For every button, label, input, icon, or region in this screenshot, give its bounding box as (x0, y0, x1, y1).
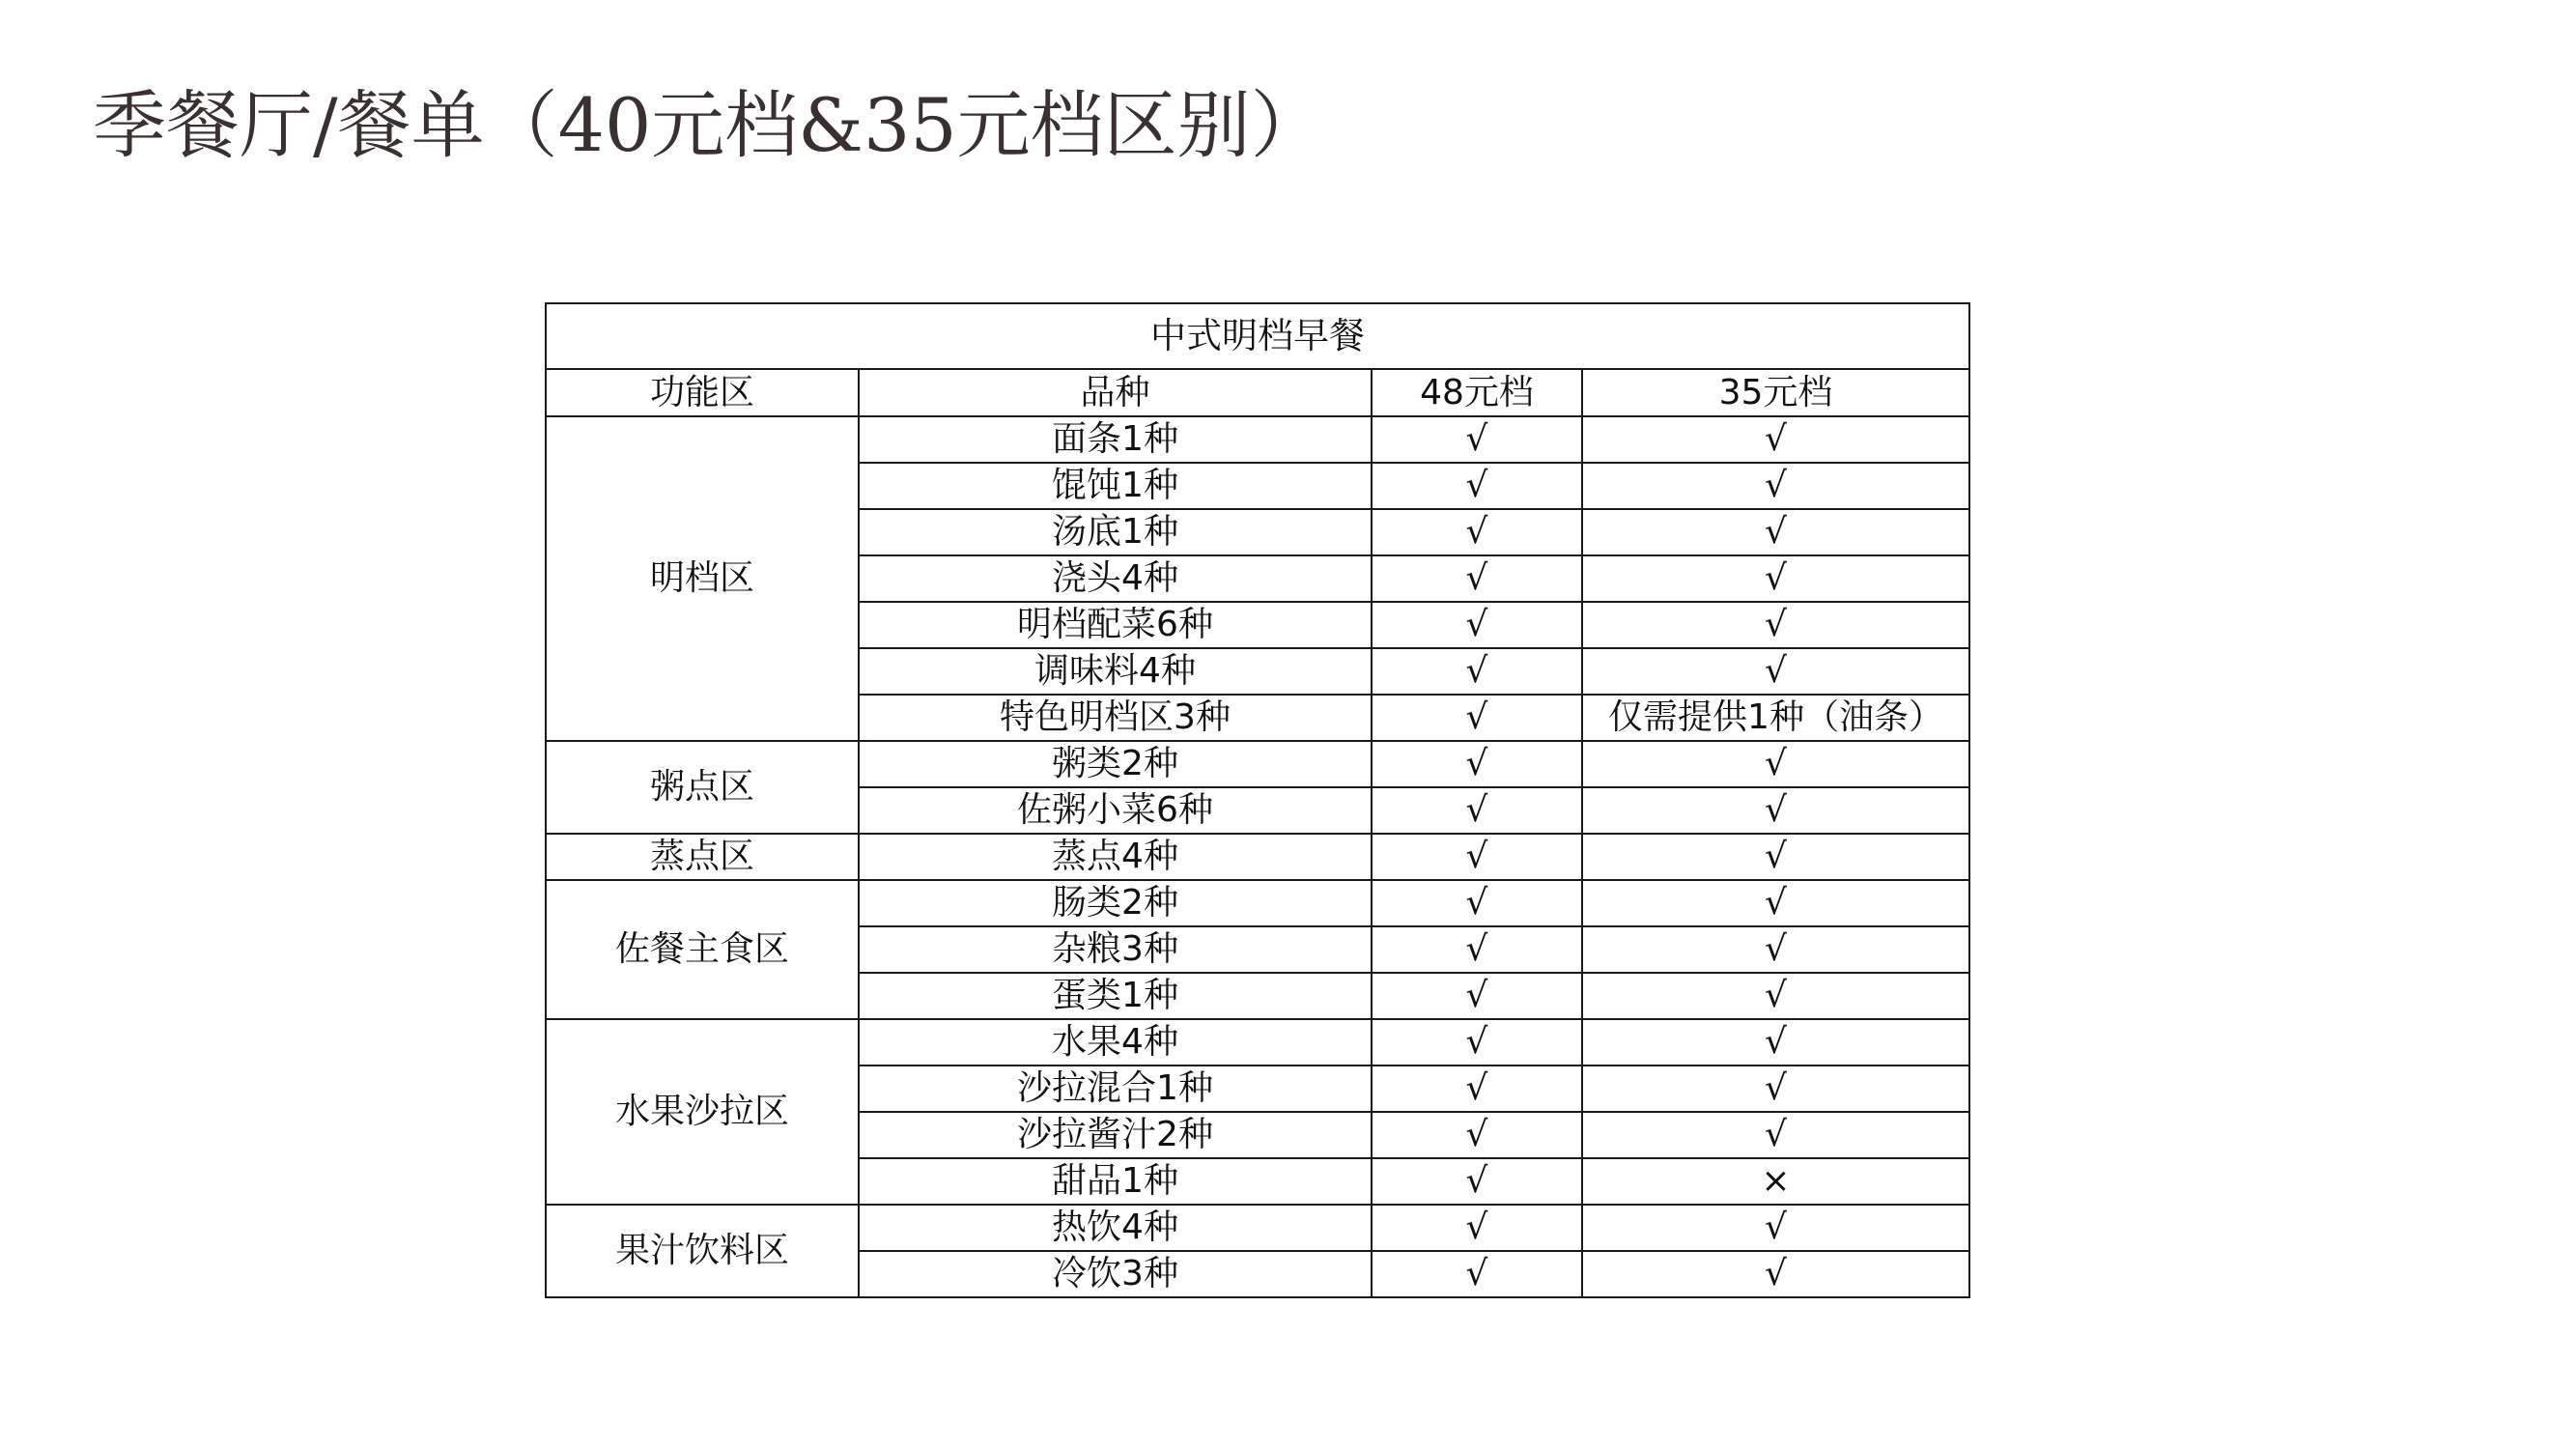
item-cell: 调味料4种 (859, 648, 1372, 695)
tier-48-cell: √ (1372, 1251, 1582, 1297)
page-title: 季餐厅/餐单（40元档&35元档区别） (93, 82, 1324, 168)
tier-35-cell: × (1582, 1158, 1969, 1205)
tier-35-cell: √ (1582, 834, 1969, 880)
tier-48-cell: √ (1372, 787, 1582, 834)
item-cell: 馄饨1种 (859, 463, 1372, 509)
table-caption-row (546, 303, 1969, 369)
tier-35-cell: √ (1582, 1112, 1969, 1158)
item-cell: 冷饮3种 (859, 1251, 1372, 1297)
tier-48-cell: √ (1372, 1158, 1582, 1205)
item-cell: 杂粮3种 (859, 926, 1372, 973)
table-row (546, 1205, 1969, 1251)
item-cell: 沙拉混合1种 (859, 1065, 1372, 1112)
item-cell: 甜品1种 (859, 1158, 1372, 1205)
tier-35-cell: √ (1582, 509, 1969, 555)
tier-35-cell: √ (1582, 787, 1969, 834)
table-row (546, 880, 1969, 926)
zone-cell: 蒸点区 (546, 834, 859, 880)
table-header-row (546, 369, 1969, 416)
tier-35-cell: √ (1582, 1065, 1969, 1112)
item-cell: 沙拉酱汁2种 (859, 1112, 1372, 1158)
tier-35-cell: √ (1582, 880, 1969, 926)
tier-48-cell: √ (1372, 880, 1582, 926)
item-cell: 特色明档区3种 (859, 695, 1372, 741)
tier-35-cell: √ (1582, 416, 1969, 463)
item-cell: 明档配菜6种 (859, 602, 1372, 648)
tier-35-cell: √ (1582, 973, 1969, 1019)
tier-48-cell: √ (1372, 416, 1582, 463)
tier-48-cell: √ (1372, 1205, 1582, 1251)
tier-35-cell: √ (1582, 1205, 1969, 1251)
table-row (546, 834, 1969, 880)
table-row (546, 416, 1969, 463)
tier-48-cell: √ (1372, 648, 1582, 695)
tier-48-cell: √ (1372, 1112, 1582, 1158)
header-tier-35: 35元档 (1582, 369, 1969, 416)
tier-35-cell: √ (1582, 1019, 1969, 1065)
header-item: 品种 (859, 369, 1372, 416)
tier-35-cell: √ (1582, 555, 1969, 602)
zone-cell: 水果沙拉区 (546, 1019, 859, 1205)
tier-35-cell: √ (1582, 602, 1969, 648)
item-cell: 蒸点4种 (859, 834, 1372, 880)
tier-35-cell: √ (1582, 648, 1969, 695)
tier-48-cell: √ (1372, 463, 1582, 509)
table-caption: 中式明档早餐 (546, 303, 1969, 369)
tier-48-cell: √ (1372, 834, 1582, 880)
tier-35-cell: √ (1582, 741, 1969, 787)
item-cell: 汤底1种 (859, 509, 1372, 555)
item-cell: 蛋类1种 (859, 973, 1372, 1019)
tier-48-cell: √ (1372, 509, 1582, 555)
tier-48-cell: √ (1372, 1065, 1582, 1112)
item-cell: 粥类2种 (859, 741, 1372, 787)
zone-cell: 佐餐主食区 (546, 880, 859, 1019)
tier-48-cell: √ (1372, 973, 1582, 1019)
item-cell: 浇头4种 (859, 555, 1372, 602)
tier-35-cell: √ (1582, 1251, 1969, 1297)
item-cell: 热饮4种 (859, 1205, 1372, 1251)
tier-35-cell: √ (1582, 463, 1969, 509)
table-row (546, 1019, 1969, 1065)
item-cell: 水果4种 (859, 1019, 1372, 1065)
item-cell: 佐粥小菜6种 (859, 787, 1372, 834)
header-tier-48: 48元档 (1372, 369, 1582, 416)
item-cell: 肠类2种 (859, 880, 1372, 926)
tier-35-cell: 仅需提供1种（油条） (1582, 695, 1969, 741)
table-body (546, 416, 1969, 1297)
zone-cell: 粥点区 (546, 741, 859, 834)
menu-comparison-table (545, 302, 1970, 1298)
header-zone: 功能区 (546, 369, 859, 416)
tier-48-cell: √ (1372, 695, 1582, 741)
item-cell: 面条1种 (859, 416, 1372, 463)
tier-48-cell: √ (1372, 1019, 1582, 1065)
tier-48-cell: √ (1372, 602, 1582, 648)
tier-48-cell: √ (1372, 555, 1582, 602)
tier-48-cell: √ (1372, 926, 1582, 973)
tier-35-cell: √ (1582, 926, 1969, 973)
table-row (546, 741, 1969, 787)
zone-cell: 明档区 (546, 416, 859, 741)
zone-cell: 果汁饮料区 (546, 1205, 859, 1297)
tier-48-cell: √ (1372, 741, 1582, 787)
